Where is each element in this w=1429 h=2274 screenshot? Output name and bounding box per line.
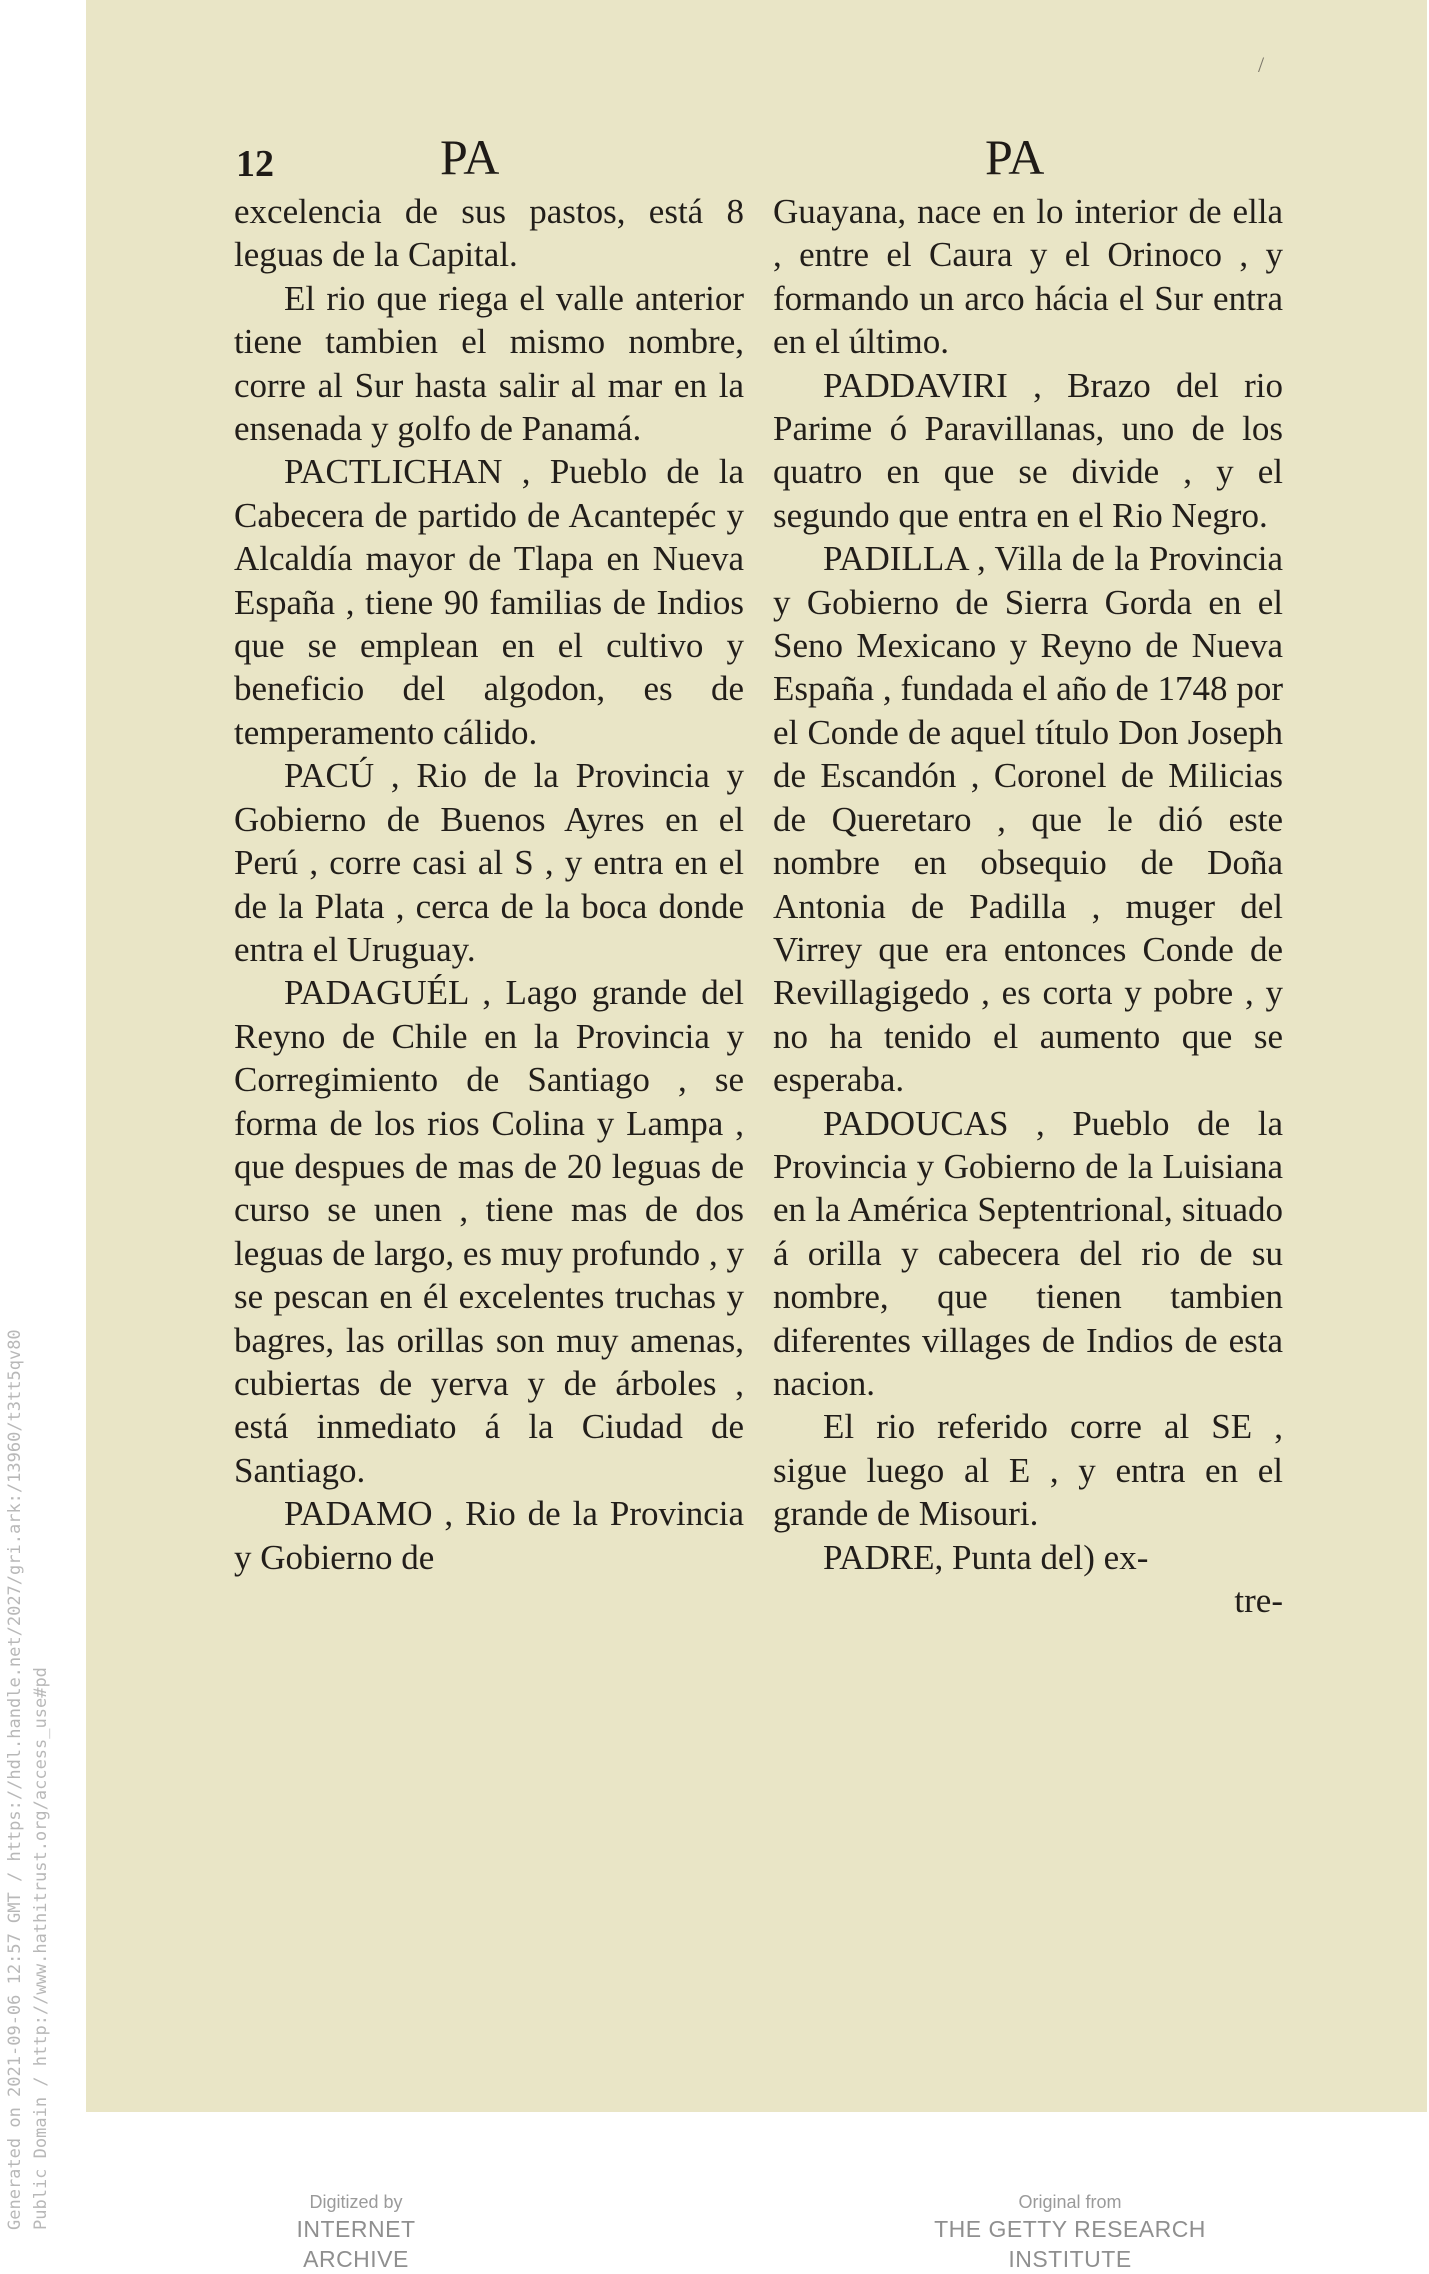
getty-institute-text: THE GETTY RESEARCH INSTITUTE (934, 2216, 1206, 2272)
entry-paddaviri: PADDAVIRI , Brazo del rio Parime ó Paravillanas, uno de los quatro en que se divide , y el segundo que entra en el Rio Negro. (773, 365, 1283, 535)
paragraph: El rio referido corre al SE , sigue luego al E , y entra en el grande de Misouri. (773, 1407, 1283, 1534)
paragraph: El rio que riega el valle anterior tiene tambien el mismo nombre, corre al Sur hasta salir al mar en la ensenada y golfo de Panamá. (234, 278, 744, 449)
digitized-by-label: Digitized by (309, 2192, 403, 2212)
generation-notice-line-2: Public Domain / http://www.hathitrust.org/access_use#pd (31, 1667, 51, 2230)
paragraph: Guayana, nace en lo interior de ella , entre el Caura y el Orinoco , y formando un arco hácia el Sur entra en el último. (773, 192, 1283, 362)
original-from-label: Original from (1018, 2192, 1122, 2212)
catchword: tre- (1234, 1581, 1283, 1620)
entry-padaguel: PADAGUÉL , Lago grande del Reyno de Chile en la Provincia y Corregimiento de Santiago , se forma de los rios Colina y Lampa , que despues de mas de 20 leguas de curso se unen , tiene mas de dos leguas de largo, es muy profundo , y se pescan en él excelentes truchas y bagres, las orillas son muy amenas, cubiertas de yerva y de árboles , está inmediato á la Ciudad de Santiago. (234, 973, 744, 1490)
running-head-right: PA (985, 129, 1045, 185)
entry-padamo: PADAMO , Rio de la Provincia y Gobierno de (234, 1494, 744, 1577)
digitized-by-credit (246, 2190, 466, 2274)
original-from-credit (880, 2190, 1260, 2274)
entry-pacu: PACÚ , Rio de la Provincia y Gobierno de Buenos Ayres en el Perú , corre casi al S , y entra en el de la Plata , cerca de la boca donde entra el Uruguay. (234, 756, 744, 969)
paragraph: excelencia de sus pastos, está 8 leguas de la Capital. (234, 192, 744, 275)
entry-padoucas: PADOUCAS , Pueblo de la Provincia y Gobierno de la Luisiana en la América Septentrional, situado á orilla y cabecera del rio de su nombre, que tienen tambien diferentes villages de Indios de esta nacion. (773, 1103, 1283, 1403)
entry-padre: PADRE, Punta del) ex- (823, 1537, 1149, 1577)
left-column (234, 190, 744, 1579)
entry-pactlichan: PACTLICHAN , Pueblo de la Cabecera de partido de Acantepéc y Alcaldía mayor de Tlapa en Nueva España , tiene 90 familias de Indios que se emplean en el cultivo y beneficio del algodon, es de temperamento cálido. (234, 452, 744, 752)
generation-notice (2, 1100, 58, 2230)
corner-mark: / (1258, 52, 1265, 77)
entry-padilla: PADILLA , Villa de la Provincia y Gobierno de Sierra Gorda en el Seno Mexicano y Reyno de Nueva España , fundada el año de 1748 por el Conde de aquel título Don Joseph de Escandón , Coronel de Milicias de Queretaro , que le dió este nombre en obsequio de Doña Antonia de Padilla , muger del Virrey que era entonces Conde de Revillagigedo , es corta y pobre , y no ha tenido el aumento que se esperaba. (773, 539, 1283, 1100)
running-head-left: PA (440, 129, 500, 185)
internet-archive-logo-text: INTERNET ARCHIVE (296, 2216, 416, 2272)
page-number: 12 (236, 143, 274, 185)
right-column (773, 190, 1283, 1622)
generation-notice-line-1: Generated on 2021-09-06 12:57 GMT / https://hdl.handle.net/2027/gri.ark:/13960/t3tt5qv80 (5, 1329, 25, 2230)
